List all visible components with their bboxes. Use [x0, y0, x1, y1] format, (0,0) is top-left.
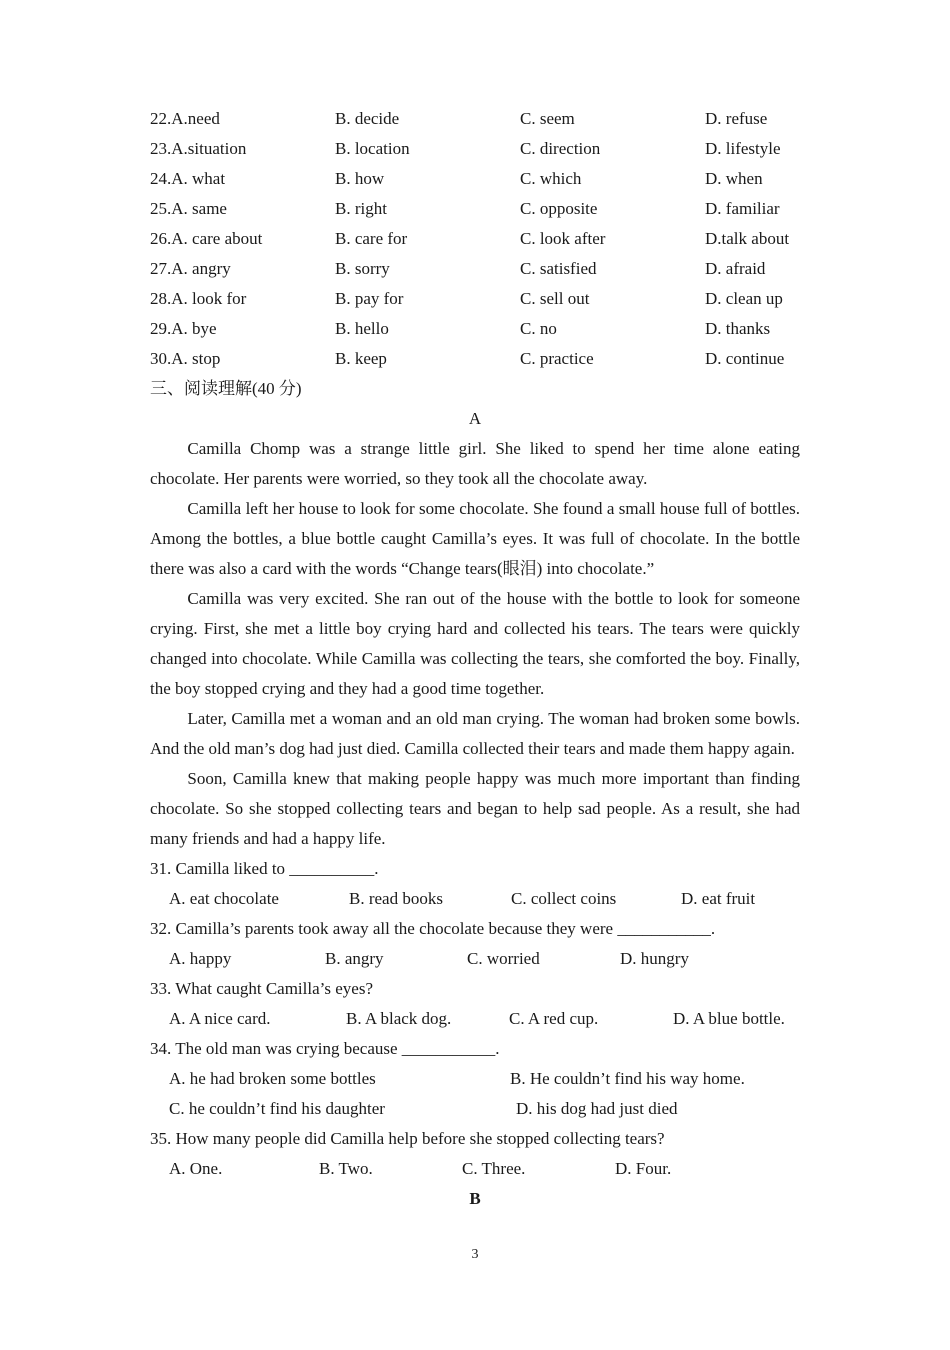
option-c: C. practice — [520, 349, 594, 368]
option-a: 24.A. what — [150, 169, 226, 188]
choice-b: B. Two. — [319, 1159, 373, 1178]
question-34-choices-row2 — [150, 1094, 800, 1124]
option-c: C. sell out — [520, 289, 590, 308]
choice-a: A. he had broken some bottles — [169, 1069, 376, 1088]
choice-a: A. happy — [169, 949, 232, 968]
option-b: B. right — [335, 199, 387, 218]
option-c: C. which — [520, 169, 582, 188]
option-a: 26.A. care about — [150, 229, 263, 248]
option-d: D. lifestyle — [705, 139, 781, 158]
option-c: C. satisfied — [520, 259, 597, 278]
cloze-options — [150, 104, 800, 374]
paragraph: Camilla left her house to look for some chocolate. She found a small house full of bottles. Among the bottles, a blue bottle caught Camilla’s eyes. It was full of chocolate. In the bottle there was also a card with the words “Change tears(眼泪) into chocolate.” — [150, 499, 800, 578]
questions — [150, 854, 800, 1184]
choice-d: D. his dog had just died — [516, 1099, 678, 1118]
option-a: 28.A. look for — [150, 289, 247, 308]
choice-a: A. One. — [169, 1159, 223, 1178]
question-33-choices — [150, 1004, 800, 1034]
question-31-choices — [150, 884, 800, 914]
question-32-choices — [150, 944, 800, 974]
option-b: B. pay for — [335, 289, 404, 308]
option-d: D. clean up — [705, 289, 783, 308]
question-31-stem: 31. Camilla liked to __________. — [150, 859, 379, 878]
choice-b: B. read books — [349, 889, 443, 908]
paragraph: Later, Camilla met a woman and an old man crying. The woman had broken some bowls. And the old man’s dog had just died. Camilla collected their tears and made them happy again. — [150, 709, 800, 758]
option-c: C. look after — [520, 229, 606, 248]
option-row-22 — [150, 104, 800, 134]
option-row-28 — [150, 284, 800, 314]
option-c: C. opposite — [520, 199, 598, 218]
section-heading: 三、阅读理解(40 分) — [150, 379, 302, 398]
option-b: B. sorry — [335, 259, 390, 278]
option-d: D. when — [705, 169, 763, 188]
option-row-29 — [150, 314, 800, 344]
option-c: C. direction — [520, 139, 601, 158]
choice-b: B. A black dog. — [346, 1009, 452, 1028]
paragraph: Camilla Chomp was a strange little girl. She liked to spend her time alone eating chocolate. Her parents were worried, so they took all the chocolate away. — [150, 439, 800, 488]
question-35-stem: 35. How many people did Camilla help before she stopped collecting tears? — [150, 1129, 665, 1148]
option-a: 23.A.situation — [150, 139, 247, 158]
option-d: D. familiar — [705, 199, 780, 218]
option-a: 27.A. angry — [150, 259, 231, 278]
option-a: 25.A. same — [150, 199, 227, 218]
choice-d: D. eat fruit — [681, 889, 756, 908]
choice-c: C. worried — [467, 949, 540, 968]
option-d: D. afraid — [705, 259, 766, 278]
question-35-choices — [150, 1154, 800, 1184]
choice-d: D. hungry — [620, 949, 689, 968]
option-d: D. thanks — [705, 319, 771, 338]
option-b: B. care for — [335, 229, 408, 248]
choice-c: C. A red cup. — [509, 1009, 599, 1028]
choice-a: A. eat chocolate — [169, 889, 279, 908]
choice-c: C. he couldn’t find his daughter — [169, 1099, 385, 1118]
option-b: B. decide — [335, 109, 400, 128]
choice-b: B. He couldn’t find his way home. — [510, 1069, 745, 1088]
option-d: D. continue — [705, 349, 785, 368]
choice-d: D. A blue bottle. — [673, 1009, 785, 1028]
choice-d: D. Four. — [615, 1159, 672, 1178]
option-d: D. refuse — [705, 109, 768, 128]
option-row-27 — [150, 254, 800, 284]
paragraph: Camilla was very excited. She ran out of the house with the bottle to look for someone crying. First, she met a little boy crying hard and collected his tears. The tears were quickly changed into chocolate. While Camilla was collecting the tears, she comforted the boy. Finally, the boy stopped crying and they had a good time together. — [150, 589, 800, 698]
option-b: B. hello — [335, 319, 389, 338]
question-34-choices-row1 — [150, 1064, 800, 1094]
page-number: 3 — [471, 1247, 479, 1262]
option-b: B. location — [335, 139, 410, 158]
option-row-24 — [150, 164, 800, 194]
exam-page — [150, 104, 800, 1214]
option-row-30 — [150, 344, 800, 374]
question-32-stem: 32. Camilla’s parents took away all the chocolate because they were ___________. — [150, 919, 716, 938]
option-row-25 — [150, 194, 800, 224]
option-b: B. keep — [335, 349, 387, 368]
option-row-23 — [150, 134, 800, 164]
option-a: 30.A. stop — [150, 349, 221, 368]
choice-a: A. A nice card. — [169, 1009, 271, 1028]
choice-b: B. angry — [325, 949, 384, 968]
question-33-stem: 33. What caught Camilla’s eyes? — [150, 979, 373, 998]
choice-c: C. collect coins — [511, 889, 617, 908]
option-a: 29.A. bye — [150, 319, 217, 338]
paragraph: Soon, Camilla knew that making people happy was much more important than finding chocolate. So she stopped collecting tears and began to help sad people. As a result, she had many friends and had a happy life. — [150, 769, 800, 848]
option-b: B. how — [335, 169, 385, 188]
option-row-26 — [150, 224, 800, 254]
option-c: C. no — [520, 319, 557, 338]
passage-a-body — [150, 434, 800, 854]
option-c: C. seem — [520, 109, 575, 128]
passage-a-title: A — [468, 409, 482, 428]
question-34-stem: 34. The old man was crying because ___________. — [150, 1039, 500, 1058]
option-a: 22.A.need — [150, 109, 220, 128]
passage-b-title: B — [469, 1189, 481, 1208]
option-d: D.talk about — [705, 229, 790, 248]
choice-c: C. Three. — [462, 1159, 526, 1178]
